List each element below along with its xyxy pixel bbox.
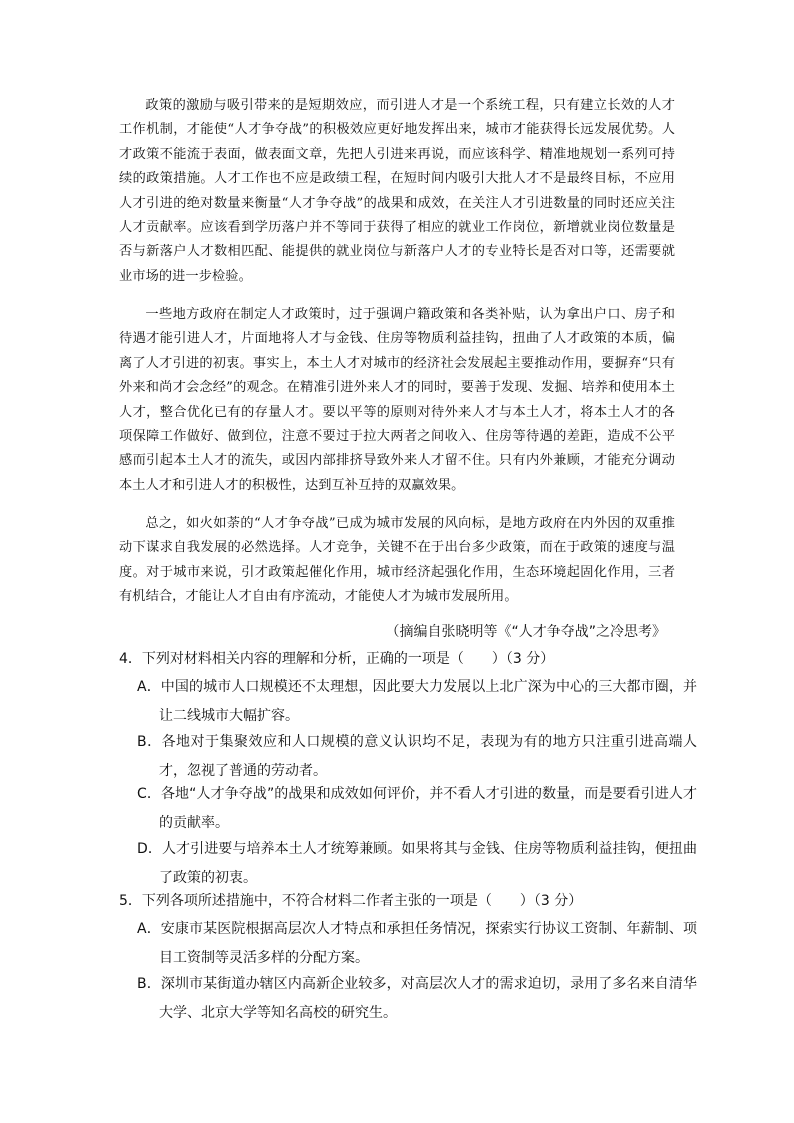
question-4-option-c: C．各地“人才争夺战”的战果和成效如何评价，并不看人才引进的数量，而是要看引进人才的贡献率。 — [137, 786, 697, 831]
question-5-option-b: B．深圳市某街道办辖区内高新企业较多，对高层次人才的需求迫切，录用了多名来自清华大学、北京大学等知名高校的研究生。 — [137, 976, 697, 1021]
question-4-option-d: D．人才引进要与培养本土人才统筹兼顾。如果将其与金钱、住房等物质利益挂钩，便扭曲了政策的初衷。 — [137, 841, 697, 886]
question-5-option-a: A．安康市某医院根据高层次人才特点和承担任务情况，探索实行协议工资制、年薪制、项目工资制等灵活多样的分配方案。 — [137, 921, 697, 966]
passage-source: （摘编自张晓明等《“人才争夺战”之冷思考》 — [385, 624, 666, 640]
passage-paragraph-2: 一些地方政府在制定人才政策时，过于强调户籍政策和各类补贴，认为拿出户口、房子和待遇才能引进人才，片面地将人才与金钱、住房等物质利益挂钩，扭曲了人才政策的本质，偏离了人才引进的初衷。事实上，本土人才对城市的经济社会发展起主要推动作用，要摒弃“只有外来和尚才会念经”的观念。在精准引进外来人才的同时，要善于发现、发掘、培养和使用本土人才，整合优化已有的存量人才。要以平等的原则对待外来人才与本土人才，将本土人才的各项保障工作做好、做到位，注意不要过于拉大两者之间收入、住房等待遇的差距，造成不公平感而引起本土人才的流失，或因内部排挤导致外来人才留不住。只有内外兼顾，才能充分调动本土人才和引进人才的积极性，达到互补互持的双赢效果。 — [119, 307, 675, 493]
passage-paragraph-1: 政策的激励与吸引带来的是短期效应，而引进人才是一个系统工程，只有建立长效的人才工作机制，才能使“人才争夺战”的积极效应更好地发挥出来，城市才能获得长远发展优势。人才政策不能流于表面，做表面文章，先把人引进来再说，而应该科学、精准地规划一系列可持续的政策措施。人才工作也不应是政绩工程，在短时间内吸引大批人才不是最终目标，不应用人才引进的绝对数量来衡量“人才争夺战”的战果和成效，在关注人才引进数量的同时还应关注人才贡献率。应该看到学历落户并不等同于获得了相应的就业工作岗位，新增就业岗位数量是否与新落户人才数相匹配、能提供的就业岗位与新落户人才的专业特长是否对口等，还需要就业市场的进一步检验。 — [119, 98, 675, 284]
question-4-stem: 4．下列对材料相关内容的理解和分析，正确的一项是（ ）（3 分） — [119, 651, 555, 667]
passage-paragraph-3: 总之，如火如荼的“人才争夺战”已成为城市发展的风向标，是地方政府在内外因的双重推动下谋求自我发展的必然选择。人才竞争，关键不在于出台多少政策，而在于政策的速度与温度。对于城市来说，引才政策起催化作用，城市经济起强化作用，生态环境起固化作用，三者有机结合，才能让人才自由有序流动，才能使人才为城市发展所用。 — [119, 516, 675, 605]
question-4-option-b: B．各地对于集聚效应和人口规模的意义认识均不足，表现为有的地方只注重引进高端人才，忽视了普通的劳动者。 — [137, 734, 697, 779]
question-5-stem: 5．下列各项所述措施中，不符合材料二作者主张的一项是（ ）（3 分） — [119, 893, 583, 909]
question-4-option-a: A．中国的城市人口规模还不太理想，因此要大力发展以上北广深为中心的三大都市圈，并让二线城市大幅扩容。 — [137, 679, 697, 724]
